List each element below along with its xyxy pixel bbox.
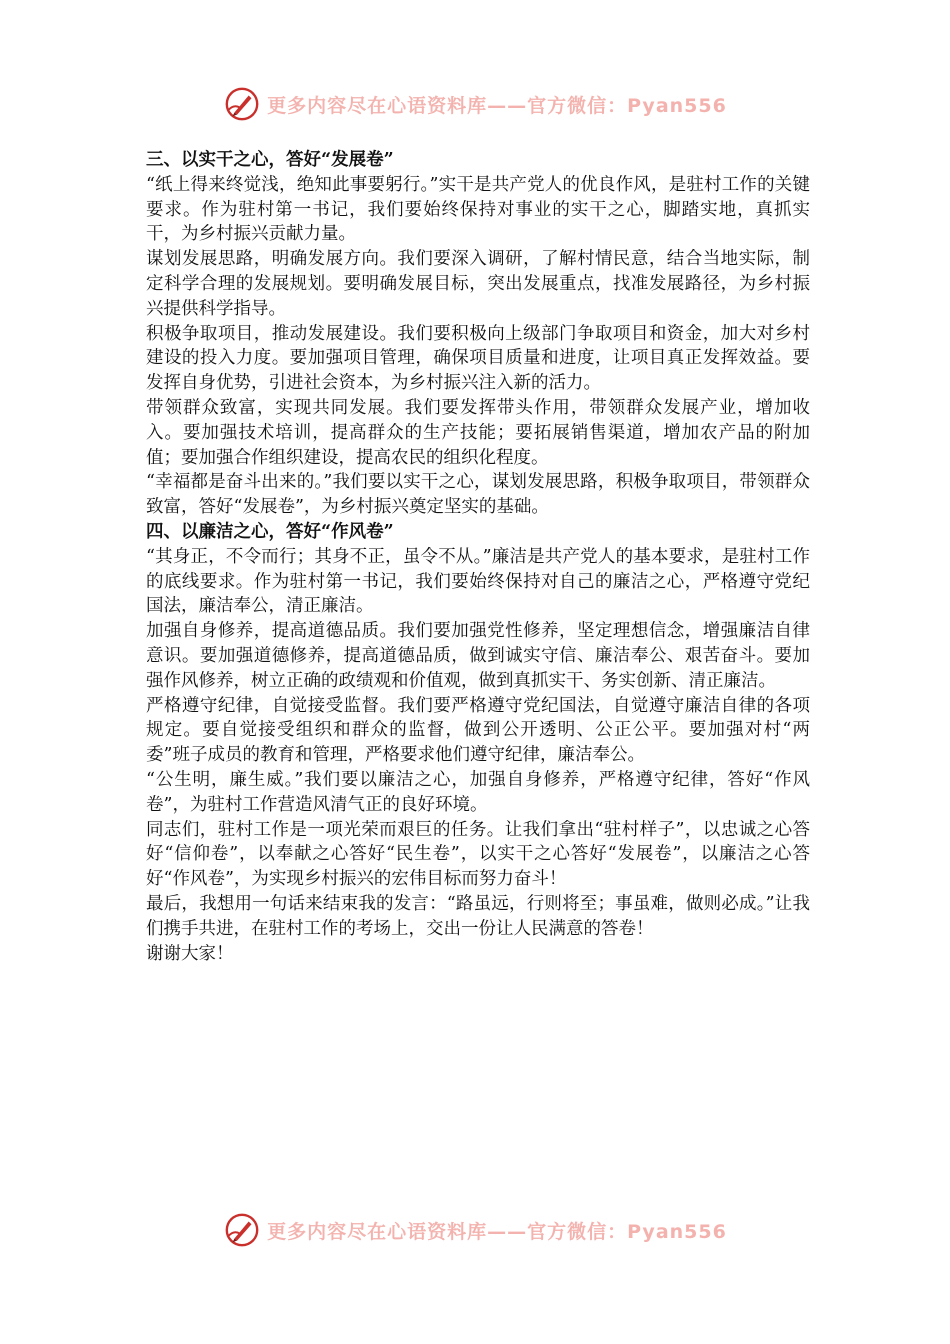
section-heading-4: 四、以廉洁之心，答好“作风卷” xyxy=(146,521,394,542)
document-body xyxy=(146,148,810,966)
paragraph: 谋划发展思路，明确发展方向。我们要深入调研，了解村情民意，结合当地实际，制定科学合理的发展规划。要明确发展目标，突出发展重点，找准发展路径，为乡村振兴提供科学指导。 xyxy=(146,249,810,319)
closing-line: 谢谢大家！ xyxy=(146,943,234,964)
paragraph: 带领群众致富，实现共同发展。我们要发挥带头作用，带领群众发展产业，增加收入。要加强技术培训，提高群众的生产技能；要拓展销售渠道，增加农产品的附加值；要加强合作组织建设，提高农民的组织化程度。 xyxy=(146,397,810,468)
pen-logo-icon xyxy=(223,1211,261,1249)
paragraph: 严格遵守纪律，自觉接受监督。我们要严格遵守党纪国法，自觉遵守廉洁自律的各项规定。要自觉接受组织和群众的监督，做到公开透明、公正公平。要加强对村“两委”班子成员的教育和管理，严格要求他们遵守纪律，廉洁奉公。 xyxy=(146,695,810,766)
paragraph: “公生明，廉生威。”我们要以廉洁之心，加强自身修养，严格遵守纪律，答好“作风卷”，为驻村工作营造风清气正的良好环境。 xyxy=(146,769,810,815)
paragraph: 最后，我想用一句话来结束我的发言：“路虽远，行则将至；事虽难，做则必成。”让我们携手共进，在驻村工作的考场上，交出一份让人民满意的答卷！ xyxy=(146,893,810,939)
pen-logo-icon xyxy=(223,85,261,123)
header-banner-text: 更多内容尽在心语资料库——官方微信：Pyan556 xyxy=(267,94,727,117)
footer-banner-text: 更多内容尽在心语资料库——官方微信：Pyan556 xyxy=(267,1220,727,1243)
footer-banner xyxy=(0,1208,950,1252)
paragraph: “幸福都是奋斗出来的。”我们要以实干之心，谋划发展思路，积极争取项目，带领群众致富，答好“发展卷”，为乡村振兴奠定坚实的基础。 xyxy=(146,472,810,518)
section-heading-3: 三、以实干之心，答好“发展卷” xyxy=(146,150,394,170)
paragraph: “其身正，不令而行；其身不正，虽令不从。”廉洁是共产党人的基本要求，是驻村工作的底线要求。作为驻村第一书记，我们要始终保持对自己的廉洁之心，严格遵守党纪国法，廉洁奉公，清正廉洁。 xyxy=(146,546,810,617)
paragraph: 加强自身修养，提高道德品质。我们要加强党性修养，坚定理想信念，增强廉洁自律意识。要加强道德修养，提高道德品质，做到诚实守信、廉洁奉公、艰苦奋斗。要加强作风修养，树立正确的政绩观和价值观，做到真抓实干、务实创新、清正廉洁。 xyxy=(146,621,810,691)
paragraph: 同志们，驻村工作是一项光荣而艰巨的任务。让我们拿出“驻村样子”，以忠诚之心答好“信仰卷”，以奉献之心答好“民生卷”，以实干之心答好“发展卷”，以廉洁之心答好“作风卷”，为实现乡村振兴的宏伟目标而努力奋斗！ xyxy=(146,819,810,890)
header-banner xyxy=(0,82,950,126)
paragraph: “纸上得来终觉浅，绝知此事要躬行。”实干是共产党人的优良作风，是驻村工作的关键要求。作为驻村第一书记，我们要始终保持对事业的实干之心，脚踏实地，真抓实干，为乡村振兴贡献力量。 xyxy=(146,174,810,245)
paragraph: 积极争取项目，推动发展建设。我们要积极向上级部门争取项目和资金，加大对乡村建设的投入力度。要加强项目管理，确保项目质量和进度，让项目真正发挥效益。要发挥自身优势，引进社会资本，为乡村振兴注入新的活力。 xyxy=(146,323,810,394)
